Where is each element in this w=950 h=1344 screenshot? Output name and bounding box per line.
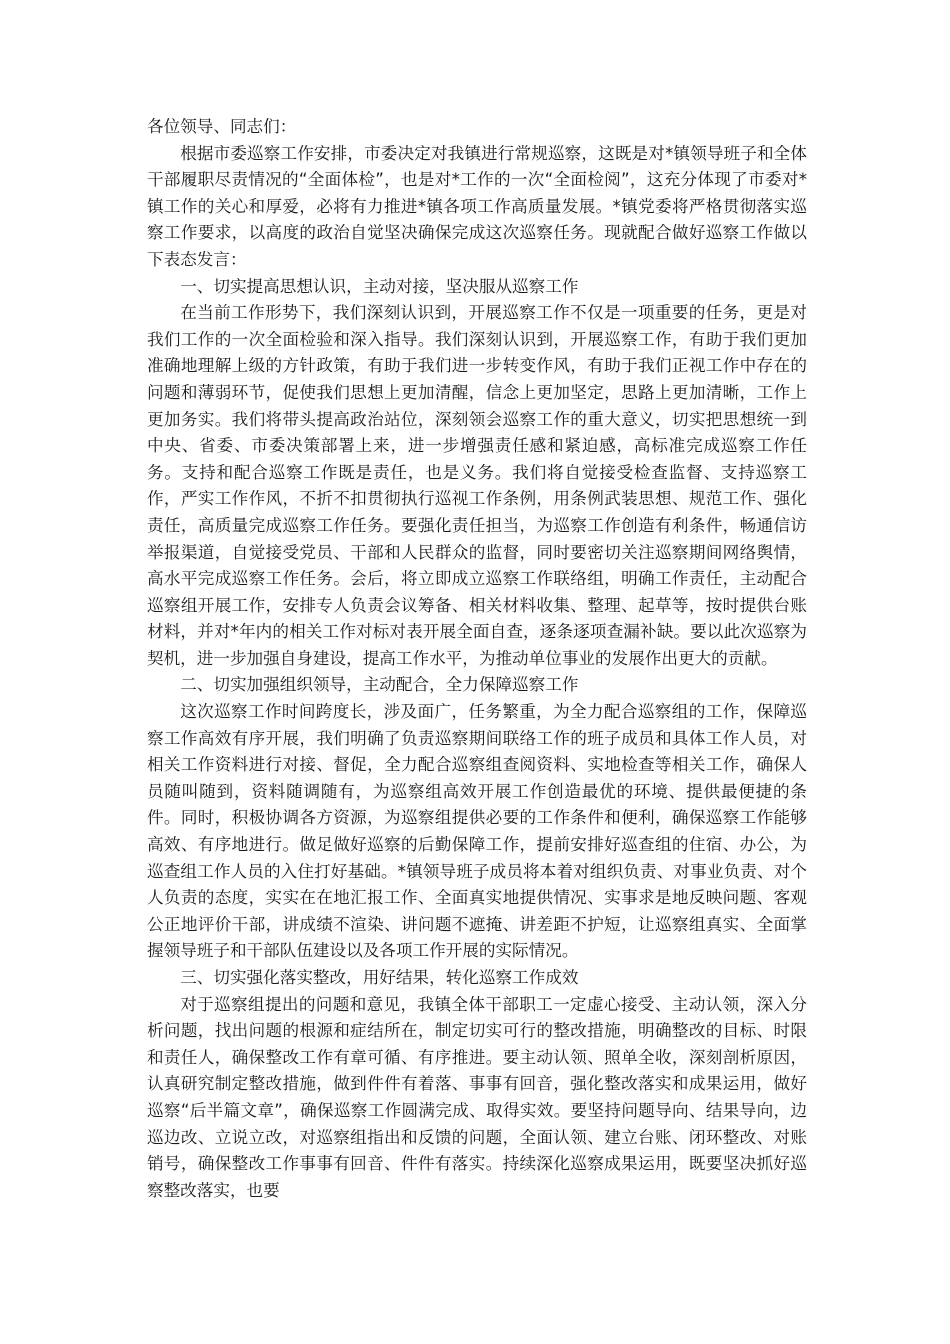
section-heading-2: 二、切实加强组织领导，主动配合，全力保障巡察工作 [180, 675, 579, 695]
section-heading-1: 一、切实提高思想认识，主动对接，坚决服从巡察工作 [180, 276, 579, 296]
section-body-3: 对于巡察组提出的问题和意见，我镇全体干部职工一定虚心接受、主动认领，深入分析问题，找出问题的根源和症结所在，制定切实可行的整改措施，明确整改的目标、时限和责任人，确保整改工作有章可循、有序推进。要主动认领、照单全收，深刻剖析原因，认真研究制定整改措施，做到件件有着落、事事有回音，强化整改落实和成果运用，做好巡察“后半篇文章”，确保巡察工作圆满完成、取得实效。要坚持问题导向、结果导向，边巡边改、立说立改，对巡察组指出和反馈的问题，全面认领、建立台账、闭环整改、对账销号，确保整改工作事事有回音、件件有落实。持续深化巡察成果运用，既要坚决抓好巡察整改落实，也要 [147, 994, 807, 1200]
section-body-2: 这次巡察工作时间跨度长，涉及面广，任务繁重，为全力配合巡察组的工作，保障巡察工作高效有序开展，我们明确了负责巡察期间联络工作的班子成员和具体工作人员，对相关工作资料进行对接、督促，全力配合巡察组查阅资料、实地检查等相关工作，确保人员随叫随到，资料随调随有，为巡察组高效开展工作创造最优的环境、提供最便捷的条件。同时，积极协调各方资源，为巡察组提供必要的工作条件和便利，确保巡察工作能够高效、有序地进行。做足做好巡察的后勤保障工作，提前安排好巡查组的住宿、办公，为巡查组工作人员的入住打好基础。*镇领导班子成员将本着对组织负责、对事业负责、对个人负责的态度，实实在在地汇报工作、全面真实地提供情况、实事求是地反映问题、客观公正地评价干部，讲成绩不渲染、讲问题不遮掩、讲差距不护短，让巡察组真实、全面掌握领导班子和干部队伍建设以及各项工作开展的实际情况。 [147, 702, 807, 961]
intro-paragraph: 根据市委巡察工作安排，市委决定对我镇进行常规巡察，这既是对*镇领导班子和全体干部履职尽责情况的“全面体检”，也是对*工作的一次“全面检阅”，这充分体现了市委对*镇工作的关心和厚爱，必将有力推进*镇各项工作高质量发展。*镇党委将严格贯彻落实巡察工作要求，以高度的政治自觉坚决确保完成这次巡察任务。现就配合做好巡察工作做以下表态发言： [147, 143, 807, 269]
section-heading-3: 三、切实强化落实整改，用好结果，转化巡察工作成效 [180, 968, 579, 987]
salutation: 各位领导、同志们： [147, 117, 297, 136]
section-body-1: 在当前工作形势下，我们深刻认识到，开展巡察工作不仅是一项重要的任务，更是对我们工作的一次全面检验和深入指导。我们深刻认识到，开展巡察工作，有助于我们更加准确地理解上级的方针政策，有助于我们进一步转变作风，有助于我们正视工作中存在的问题和薄弱环节，促使我们思想上更加清醒，信念上更加坚定，思路上更加清晰，工作上更加务实。我们将带头提高政治站位，深刻领会巡察工作的重大意义，切实把思想统一到中央、省委、市委决策部署上来，进一步增强责任感和紧迫感，高标准完成巡察工作任务。支持和配合巡察工作既是责任，也是义务。我们将自觉接受检查监督、支持巡察工作，严实工作作风，不折不扣贯彻执行巡视工作条例，用条例武装思想、规范工作、强化责任，高质量完成巡察工作任务。要强化责任担当，为巡察工作创造有利条件，畅通信访举报渠道，自觉接受党员、干部和人民群众的监督，同时要密切关注巡察期间网络舆情，高水平完成巡察工作任务。会后，将立即成立巡察工作联络组，明确工作责任，主动配合巡察组开展工作，安排专人负责会议筹备、相关材料收集、整理、起草等，按时提供台账材料，并对*年内的相关工作对标对表开展全面自查，逐条逐项查漏补缺。要以此次巡察为契机，进一步加强自身建设，提高工作水平，为推动单位事业的发展作出更大的贡献。 [147, 303, 807, 668]
document-page [147, 114, 807, 1204]
